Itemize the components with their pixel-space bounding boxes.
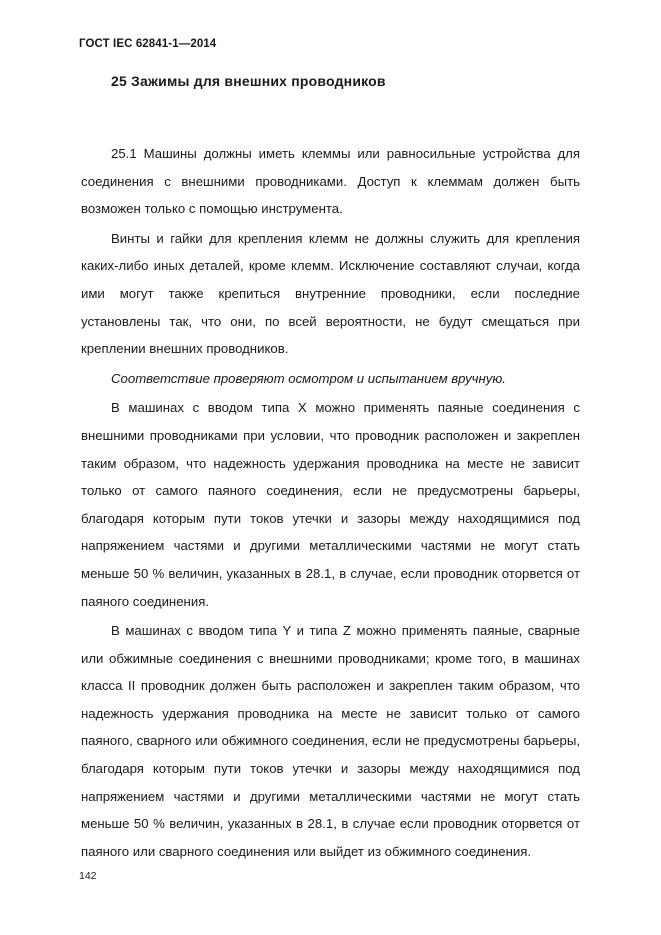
paragraph-25-1: 25.1 Машины должны иметь клеммы или равносильные устройства для соединения с внешними проводниками. Доступ к клеммам должен быть возможен только с помощью инструмента. [81, 146, 580, 217]
paragraph-type-x: В машинах с вводом типа X можно применять паяные соединения с внешними проводниками при условии, что проводник расположен и закреплен таким образом, что надежность удержания проводника на месте не зависит только от самого паяного соединения, если не предусмотрены барьеры, благодаря которым пути токов утечки и зазоры между находящимися под напряжением частями и другими металлическими частями не могут стать меньше 50 % величин, указанных в 28.1, в случае, если проводник оторвется от паяного соединения. [81, 400, 580, 609]
paragraph-type-y-z: В машинах с вводом типа Y и типа Z можно применять паяные, сварные или обжимные соединения с внешними проводниками; кроме того, в машинах класса II проводник должен быть расположен и закреплен таким образом, что надежность удержания проводника на месте не зависит только от самого паяного, сварного или обжимного соединения, если не предусмотрены барьеры, благодаря которым пути токов утечки и зазоры между находящимися под напряжением частями и другими металлическими частями не могут стать меньше 50 % величин, указанных в 28.1, в случае если проводник оторвется от паяного или сварного соединения или выйдет из обжимного соединения. [81, 623, 580, 859]
body-text [81, 140, 580, 867]
section-title: 25 Зажимы для внешних проводников [111, 73, 386, 89]
page-number: 142 [79, 870, 97, 882]
paragraph-compliance-check: Соответствие проверяют осмотром и испытанием вручную. [111, 370, 506, 386]
document-header: ГОСТ IEC 62841-1—2014 [79, 38, 217, 50]
paragraph-screws-nuts: Винты и гайки для крепления клемм не должны служить для крепления каких-либо иных деталей, кроме клемм. Исключение составляют случаи, когда ими могут также крепиться внутренние проводники, если последние установлены так, что они, по всей вероятности, не будут смещаться при креплении внешних проводников. [81, 230, 580, 357]
